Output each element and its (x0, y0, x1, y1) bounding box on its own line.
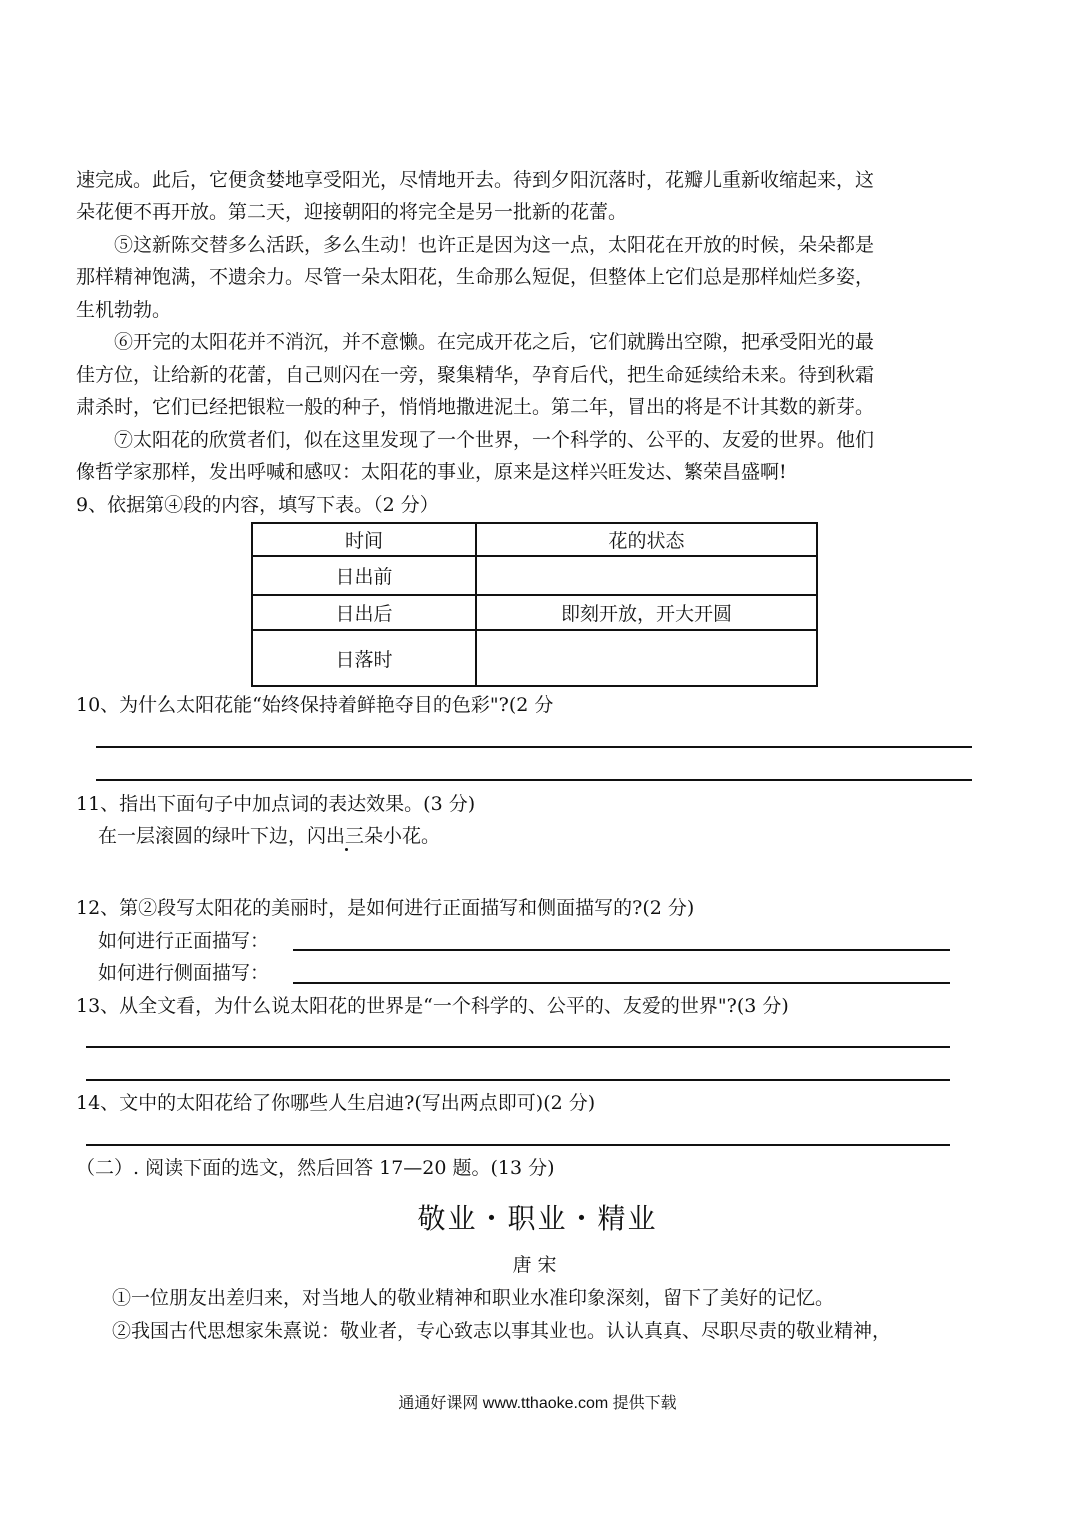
paragraph-line: ⑤这新陈交替多么活跃，多么生动！也许正是因为这一点，太阳花在开放的时候，朵朵都是 (114, 234, 875, 256)
table-header-state: 花的状态 (476, 523, 817, 556)
answer-line[interactable] (86, 1046, 950, 1048)
footer-watermark: 通通好课网 www.tthaoke.com 提供下载 (398, 1395, 677, 1412)
answer-line[interactable] (96, 779, 972, 781)
paragraph-line: 像哲学家那样，发出呼喊和感叹：太阳花的事业，原来是这样兴旺发达、繁荣昌盛啊! (76, 461, 787, 483)
question-9-prompt: 9、依据第④段的内容，填写下表。（2 分） (76, 494, 439, 516)
paragraph-line: ①一位朋友出差归来，对当地人的敬业精神和职业水准印象深刻，留下了美好的记忆。 (112, 1287, 835, 1309)
paragraph-line: 生机勃勃。 (76, 299, 172, 321)
answer-line[interactable] (96, 746, 972, 748)
question-9-table (251, 522, 818, 687)
table-cell-time: 日出后 (252, 595, 476, 630)
answer-line[interactable] (86, 1144, 950, 1146)
answer-line[interactable] (86, 1079, 950, 1081)
paragraph-line: ⑦太阳花的欣赏者们，似在这里发现了一个世界，一个科学的、公平的、友爱的世界。他们 (114, 429, 875, 451)
paragraph-line: 朵花便不再开放。第二天，迎接朝阳的将完全是另一批新的花蕾。 (76, 201, 628, 223)
emphasis-dot (345, 848, 348, 851)
question-11-prompt: 11、指出下面句子中加点词的表达效果。(3 分) (76, 793, 476, 815)
table-row (252, 630, 817, 686)
table-cell-state-answer[interactable] (476, 556, 817, 595)
table-header-time: 时间 (252, 523, 476, 556)
paragraph-line: 速完成。此后，它便贪婪地享受阳光，尽情地开去。待到夕阳沉落时，花瓣儿重新收缩起来，这 (76, 169, 875, 191)
paragraph-line: ⑥开完的太阳花并不消沉，并不意懒。在完成开花之后，它们就腾出空隙，把承受阳光的最 (114, 331, 875, 353)
answer-line-side[interactable] (293, 982, 950, 984)
answer-line-front[interactable] (293, 949, 950, 951)
question-11-sentence: 在一层滚圆的绿叶下边，闪出三朵小花。 (98, 825, 441, 847)
table-cell-time: 日落时 (252, 630, 476, 686)
question-12-prompt: 12、第②段写太阳花的美丽时，是如何进行正面描写和侧面描写的?(2 分) (76, 897, 695, 919)
paragraph-line: ②我国古代思想家朱熹说：敬业者，专心致志以事其业也。认认真真、尽职尽责的敬业精神， (112, 1320, 892, 1342)
paragraph-line: 肃杀时，它们已经把银粒一般的种子，悄悄地撒进泥土。第二年，冒出的将是不计其数的新芽。 (76, 396, 875, 418)
paragraph-line: 佳方位，让给新的花蕾，自己则闪在一旁，聚集精华，孕育后代，把生命延续给未来。待到秋霜 (76, 364, 875, 386)
question-10-prompt: 10、为什么太阳花能“始终保持着鲜艳夺目的色彩"?(2 分 (76, 694, 554, 716)
article-title: 敬业・职业・精业 (417, 1202, 658, 1235)
question-12-front-label: 如何进行正面描写： (98, 930, 270, 952)
question-12-side-label: 如何进行侧面描写： (98, 962, 270, 984)
table-row (252, 595, 817, 630)
table-cell-state: 即刻开放，开大开圆 (476, 595, 817, 630)
paragraph-line: 那样精神饱满，不遗余力。尽管一朵太阳花，生命那么短促，但整体上它们总是那样灿烂多姿， (76, 266, 875, 288)
table-cell-time: 日出前 (252, 556, 476, 595)
table-cell-state-answer[interactable] (476, 630, 817, 686)
article-author: 唐宋 (512, 1254, 563, 1276)
question-14-prompt: 14、文中的太阳花给了你哪些人生启迪?(写出两点即可)(2 分) (76, 1092, 596, 1114)
table-row (252, 556, 817, 595)
question-13-prompt: 13、从全文看，为什么说太阳花的世界是“一个科学的、公平的、友爱的世界"?(3 分) (76, 995, 789, 1017)
section-2-header: （二）. 阅读下面的选文，然后回答 17—20 题。(13 分) (76, 1157, 555, 1179)
